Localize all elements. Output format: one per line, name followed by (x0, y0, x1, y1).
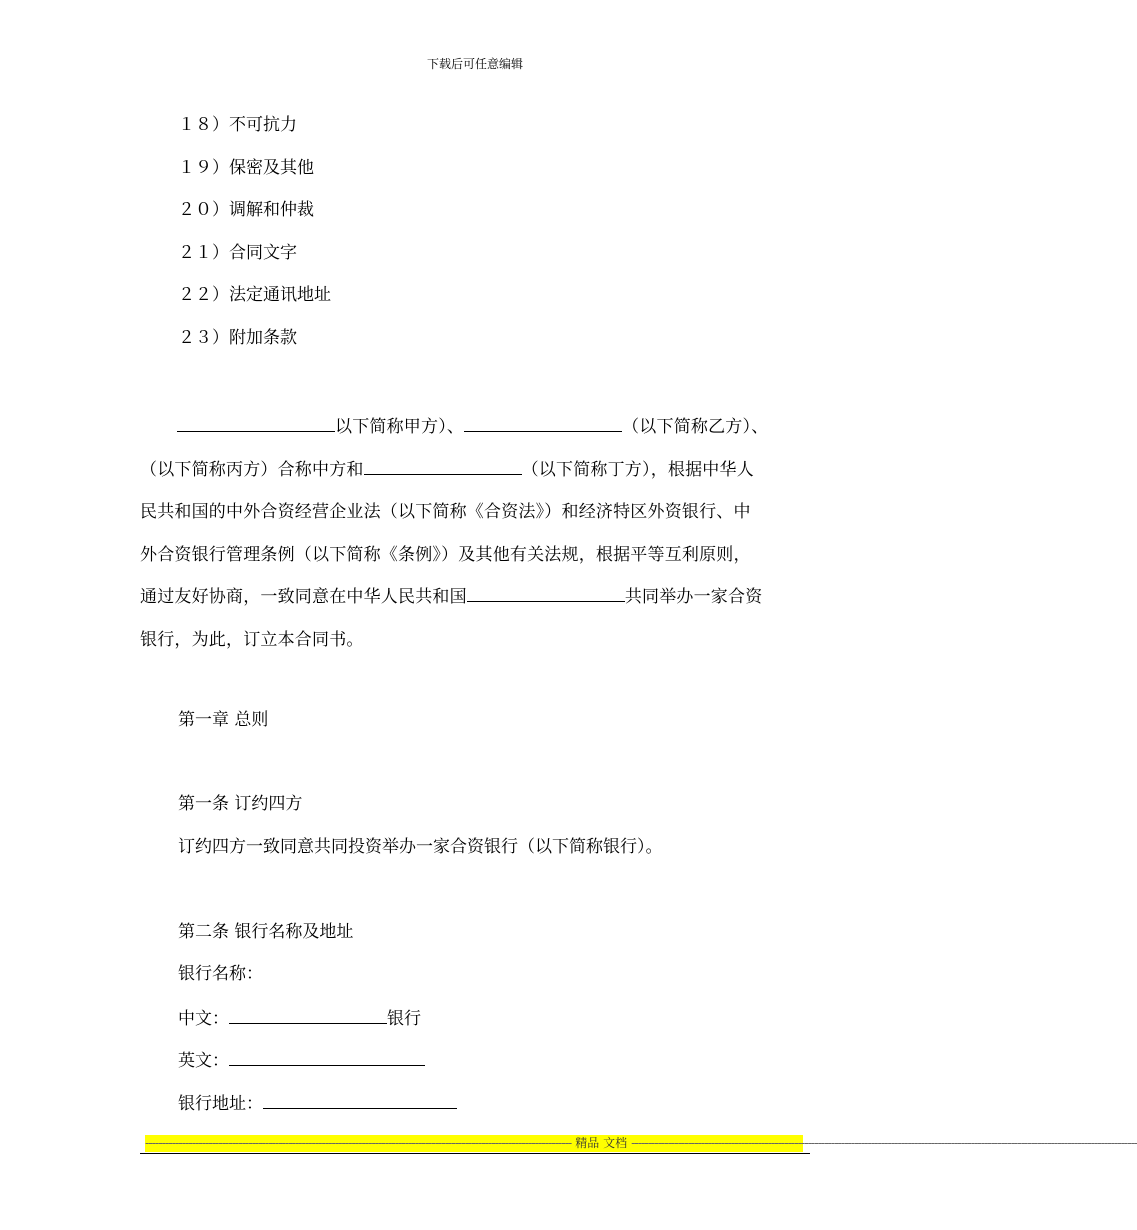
article-title: 第二条 银行名称及地址 (178, 922, 354, 942)
preamble-text: 以下简称甲方）、 (335, 417, 465, 437)
party-d-blank[interactable] (364, 456, 522, 475)
page-header: 下载后可任意编辑 (426, 57, 523, 71)
toc-item: ２３）附加条款 (178, 327, 297, 348)
article-title: 第一条 订约四方 (178, 794, 303, 814)
preamble-text: 共同举办一家合资 (624, 587, 763, 608)
en-label: 英文： (178, 1051, 229, 1071)
preamble-text: 通过友好协商，一致同意在中华人民共和国 (140, 587, 467, 608)
footer-text: 精品 文档 (575, 1136, 628, 1150)
footer-dashes: -------------------------------------------------------------------------------------------------------------------------------- (145, 1136, 572, 1150)
preamble-line: 银行，为此，订立本合同书。 (140, 629, 364, 650)
address-label: 银行地址： (178, 1094, 263, 1114)
preamble-text: （以下简称丁方），根据中华人 (521, 459, 754, 480)
chapter-title: 第一章 总则 (178, 710, 269, 730)
location-blank[interactable] (467, 583, 625, 602)
toc-item: ２２）法定通讯地址 (178, 285, 331, 305)
bank-address-blank[interactable] (263, 1090, 457, 1109)
cn-suffix: 银行 (387, 1009, 421, 1029)
preamble-paragraph (140, 406, 810, 662)
toc-list (178, 112, 331, 367)
preamble-line (140, 449, 810, 492)
toc-item: １８）不可抗力 (178, 115, 297, 135)
preamble-text: （以下简称乙方）、 (622, 417, 769, 437)
preamble-text: （以下简称丙方）合称中方和 (140, 459, 364, 480)
toc-item: １９）保密及其他 (178, 157, 314, 178)
bank-name-en-row (178, 1047, 425, 1073)
footer-banner (145, 1135, 1137, 1152)
toc-item: ２１）合同文字 (178, 242, 297, 263)
bank-name-cn-row (178, 1005, 421, 1031)
toc-item: ２０）调解和仲裁 (178, 200, 314, 220)
party-b-blank[interactable] (464, 413, 622, 432)
bank-name-label: 银行名称： (178, 964, 263, 984)
bank-name-cn-blank[interactable] (229, 1005, 387, 1024)
cn-label: 中文： (178, 1009, 229, 1029)
footer-rule (140, 1153, 810, 1154)
party-a-blank[interactable] (177, 413, 335, 432)
bank-name-en-blank[interactable] (229, 1047, 425, 1066)
footer-dashes: -------------------------------------------------------------------------------------------------------------------------------------------------------- (631, 1136, 1137, 1150)
preamble-line: 民共和国的中外合资经营企业法（以下简称《合资法》）和经济特区外资银行、中 (140, 502, 751, 523)
preamble-line: 外合资银行管理条例（以下简称《条例》）及其他有关法规，根据平等互利原则， (140, 544, 751, 565)
bank-address-row (178, 1090, 457, 1116)
preamble-line (140, 406, 810, 449)
preamble-line (140, 576, 810, 619)
article-body: 订约四方一致同意共同投资举办一家合资银行（以下简称银行）。 (178, 837, 663, 857)
